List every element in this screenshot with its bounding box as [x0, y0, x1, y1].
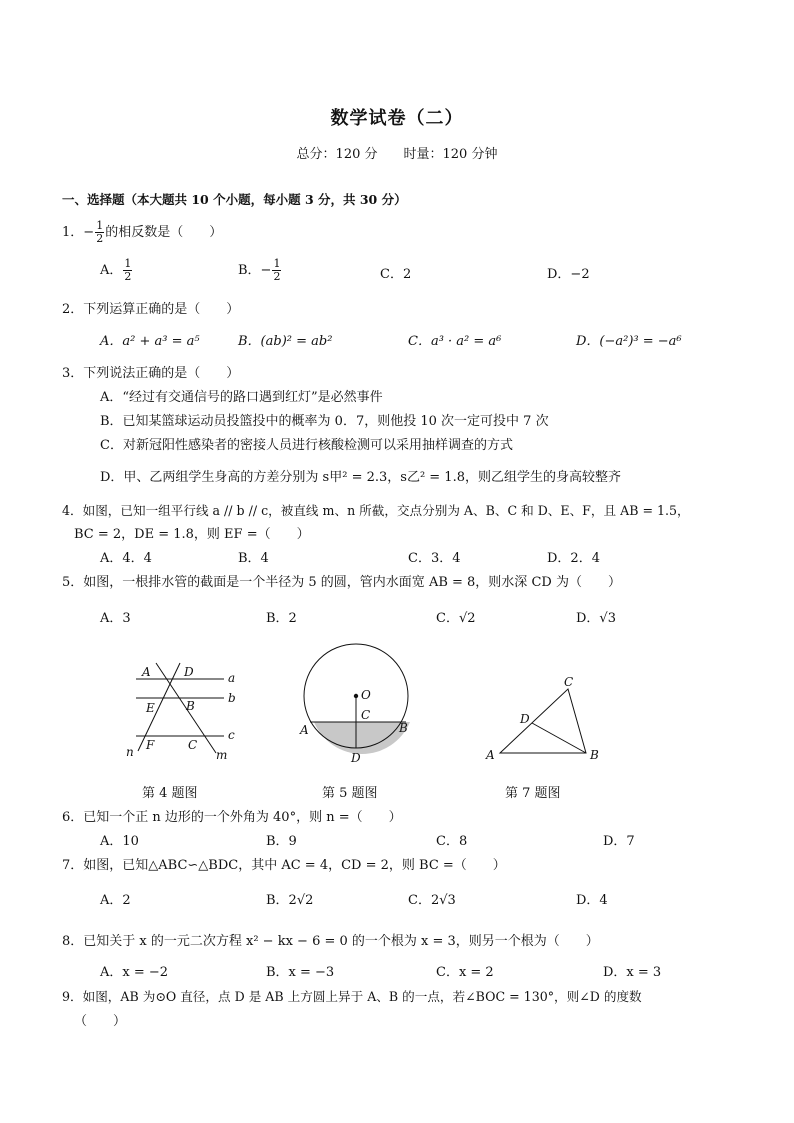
- figure-5: [292, 640, 427, 770]
- question-4-line2: BC = 2，DE = 1.8，则 EF =（ ）: [74, 527, 310, 542]
- q5-option-b: B．2: [266, 611, 297, 626]
- q3-option-b: B．已知某篮球运动员投篮投中的概率为 0．7，则他投 10 次一定可投中 7 次: [100, 414, 549, 429]
- figure-7: [482, 675, 607, 770]
- fig4-label-c: c: [228, 728, 235, 742]
- fig5-label-C: C: [361, 708, 371, 722]
- question-4-line1: 4．如图，已知一组平行线 a // b // c，被直线 m、n 所截，交点分别为 A、B、C 和 D、E、F，且 AB = 1.5，: [62, 503, 690, 518]
- q7-option-a: A．2: [100, 893, 131, 908]
- q5-option-c: C．√2: [436, 611, 476, 626]
- figure-4: [118, 655, 248, 770]
- q1-fraction: $\frac{1}{2}$: [96, 219, 104, 245]
- fig4-label-b: b: [228, 691, 236, 705]
- q1-option-a: A． $\frac{1}{2}$: [100, 257, 132, 283]
- q1-option-d: D．−2: [547, 267, 590, 282]
- q5-option-a: A．3: [100, 611, 131, 626]
- figure-5-caption: 第 5 题图: [322, 786, 378, 801]
- q3-option-a: A．“经过有交通信号的路口遇到红灯”是必然事件: [100, 390, 383, 405]
- q6-option-a: A．10: [100, 834, 139, 849]
- fig5-label-B: B: [399, 721, 408, 735]
- question-2: 2．下列运算正确的是（ ）: [62, 302, 240, 317]
- q7-option-c: C．2√3: [408, 893, 456, 908]
- q2-option-b: B．(ab)² = ab²: [238, 334, 333, 349]
- figure-4-caption: 第 4 题图: [142, 786, 198, 801]
- q4-option-c: C．3．4: [408, 551, 461, 566]
- q5-option-d: D．√3: [576, 611, 616, 626]
- q7-option-b: B．2√2: [266, 893, 314, 908]
- q2-option-d: D．(−a²)³ = −a⁶: [576, 334, 682, 349]
- question-1: [62, 220, 222, 245]
- fig7-label-B: B: [590, 748, 599, 762]
- fig4-label-a: a: [228, 671, 236, 685]
- fig4-label-m: m: [216, 748, 228, 762]
- fig5-label-A: A: [300, 723, 309, 737]
- q4-option-d: D．2．4: [547, 551, 600, 566]
- fig5-label-O: O: [361, 688, 371, 702]
- q1-option-b: B．− $\frac{1}{2}$: [238, 257, 281, 283]
- question-3: 3．下列说法正确的是（ ）: [62, 366, 240, 381]
- q1-stem: 的相反数是（ ）: [105, 225, 223, 240]
- q3-option-d: D．甲、乙两组学生身高的方差分别为 s甲² = 2.3，s乙² = 1.8，则乙组学生的身高较整齐: [100, 470, 621, 485]
- question-7: 7．如图，已知△ABC∽△BDC，其中 AC = 4，CD = 2，则 BC =（ ）: [62, 858, 506, 873]
- q1-minus: −: [83, 225, 95, 240]
- q1-number: 1．: [62, 225, 84, 240]
- fig4-label-A: A: [142, 665, 151, 679]
- fig7-label-C: C: [564, 675, 574, 689]
- fig4-label-n: n: [126, 745, 134, 759]
- q4-option-b: B．4: [238, 551, 269, 566]
- q4-option-a: A．4．4: [100, 551, 152, 566]
- q7-option-d: D．4: [576, 893, 608, 908]
- fig4-label-E: E: [146, 701, 155, 715]
- question-9-line1: 9．如图，AB 为⊙O 直径，点 D 是 AB 上方圆上异于 A、B 的一点，若∠BOC = 130°，则∠D 的度数: [62, 989, 642, 1004]
- fig4-label-D: D: [184, 665, 194, 679]
- q6-option-c: C．8: [436, 834, 468, 849]
- question-9-line2: （ ）: [74, 1014, 127, 1029]
- question-6: 6．已知一个正 n 边形的一个外角为 40°，则 n =（ ）: [62, 810, 402, 825]
- question-8: 8．已知关于 x 的一元二次方程 x² − kx − 6 = 0 的一个根为 x = 3，则另一个根为（ ）: [62, 934, 599, 949]
- q2-option-c: C．a³ · a² = a⁶: [408, 334, 502, 349]
- exam-info: 总分：120 分 时量：120 分钟: [296, 147, 498, 162]
- q1-option-c: C．2: [380, 267, 412, 282]
- fig4-label-F: F: [146, 738, 155, 752]
- q6-option-d: D．7: [603, 834, 635, 849]
- section-heading: 一、选择题（本大题共 10 个小题，每小题 3 分，共 30 分）: [62, 192, 407, 207]
- q8-option-d: D．x = 3: [603, 965, 662, 980]
- fig4-label-B: B: [186, 699, 195, 713]
- q8-option-a: A．x = −2: [100, 965, 169, 980]
- fig7-label-D: D: [520, 712, 530, 726]
- q8-option-c: C．x = 2: [436, 965, 494, 980]
- page-title: 数学试卷（二）: [330, 108, 464, 129]
- q2-option-a: A．a² + a³ = a⁵: [100, 334, 200, 349]
- q8-option-b: B．x = −3: [266, 965, 335, 980]
- q6-option-b: B．9: [266, 834, 297, 849]
- q3-option-c: C．对新冠阳性感染者的密接人员进行核酸检测可以采用抽样调查的方式: [100, 438, 513, 453]
- figure-7-caption: 第 7 题图: [505, 786, 561, 801]
- question-5: 5．如图，一根排水管的截面是一个半径为 5 的圆，管内水面宽 AB = 8，则水深 CD 为（ ）: [62, 575, 621, 590]
- fig5-label-D: D: [351, 751, 361, 765]
- fig7-label-A: A: [486, 748, 495, 762]
- fig4-label-C: C: [188, 738, 198, 752]
